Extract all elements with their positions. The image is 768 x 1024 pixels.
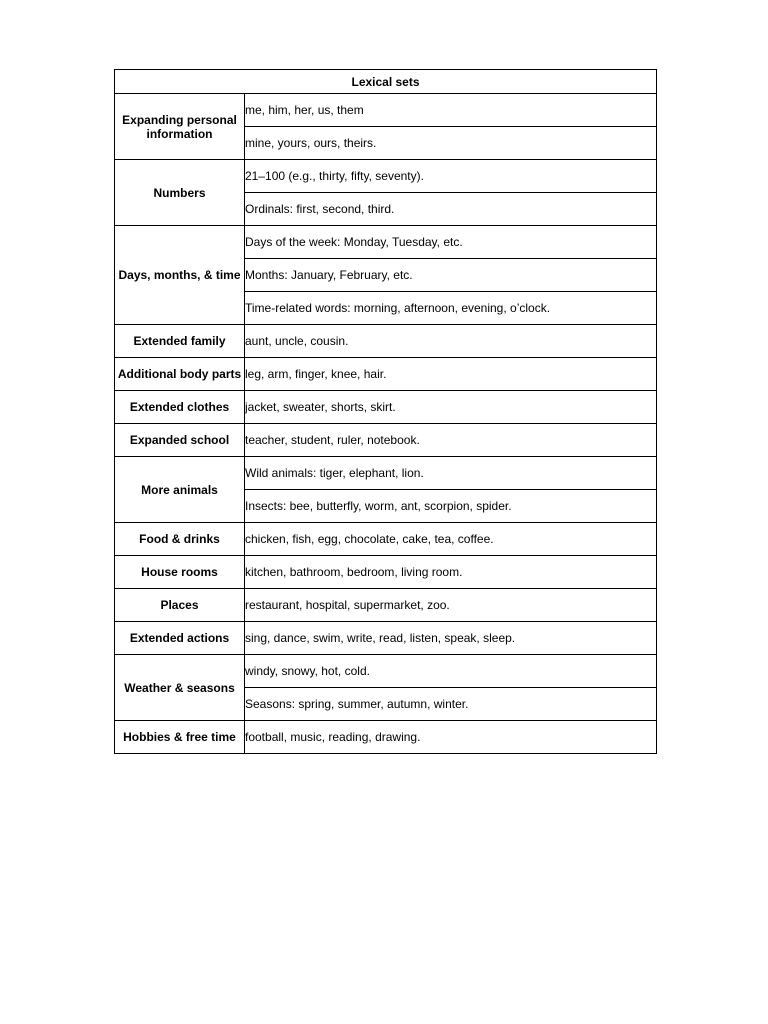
item-cell: kitchen, bathroom, bedroom, living room. xyxy=(245,556,657,589)
table-row xyxy=(115,325,657,358)
item-cell: Ordinals: first, second, third. xyxy=(245,193,657,226)
table-row xyxy=(115,556,657,589)
item-cell: Months: January, February, etc. xyxy=(245,259,657,292)
category-cell: More animals xyxy=(115,457,245,523)
category-cell: Extended actions xyxy=(115,622,245,655)
item-cell: jacket, sweater, shorts, skirt. xyxy=(245,391,657,424)
table-row xyxy=(115,589,657,622)
table-row xyxy=(115,226,657,259)
table-title: Lexical sets xyxy=(115,70,657,94)
table-row xyxy=(115,622,657,655)
table-row xyxy=(115,391,657,424)
category-cell: Expanding personal information xyxy=(115,94,245,160)
category-cell: Weather & seasons xyxy=(115,655,245,721)
category-cell: Extended clothes xyxy=(115,391,245,424)
table-row xyxy=(115,358,657,391)
item-cell: Wild animals: tiger, elephant, lion. xyxy=(245,457,657,490)
category-cell: Days, months, & time xyxy=(115,226,245,325)
table-row xyxy=(115,655,657,688)
item-cell: Time-related words: morning, afternoon, evening, o’clock. xyxy=(245,292,657,325)
item-cell: 21–100 (e.g., thirty, fifty, seventy). xyxy=(245,160,657,193)
category-cell: Numbers xyxy=(115,160,245,226)
table-row xyxy=(115,721,657,754)
item-cell: sing, dance, swim, write, read, listen, speak, sleep. xyxy=(245,622,657,655)
category-cell: Places xyxy=(115,589,245,622)
item-cell: Days of the week: Monday, Tuesday, etc. xyxy=(245,226,657,259)
table-row xyxy=(115,424,657,457)
lexical-sets-table xyxy=(114,69,657,754)
item-cell: leg, arm, finger, knee, hair. xyxy=(245,358,657,391)
table-body xyxy=(115,94,657,754)
item-cell: chicken, fish, egg, chocolate, cake, tea, coffee. xyxy=(245,523,657,556)
category-cell: Additional body parts xyxy=(115,358,245,391)
table-header-row xyxy=(115,70,657,94)
item-cell: me, him, her, us, them xyxy=(245,94,657,127)
table-row xyxy=(115,160,657,193)
item-cell: windy, snowy, hot, cold. xyxy=(245,655,657,688)
category-cell: Hobbies & free time xyxy=(115,721,245,754)
item-cell: aunt, uncle, cousin. xyxy=(245,325,657,358)
table-row xyxy=(115,523,657,556)
table-row xyxy=(115,457,657,490)
category-cell: Extended family xyxy=(115,325,245,358)
item-cell: mine, yours, ours, theirs. xyxy=(245,127,657,160)
table-row xyxy=(115,94,657,127)
category-cell: Expanded school xyxy=(115,424,245,457)
category-cell: House rooms xyxy=(115,556,245,589)
item-cell: restaurant, hospital, supermarket, zoo. xyxy=(245,589,657,622)
item-cell: Seasons: spring, summer, autumn, winter. xyxy=(245,688,657,721)
item-cell: teacher, student, ruler, notebook. xyxy=(245,424,657,457)
category-cell: Food & drinks xyxy=(115,523,245,556)
item-cell: football, music, reading, drawing. xyxy=(245,721,657,754)
item-cell: Insects: bee, butterfly, worm, ant, scorpion, spider. xyxy=(245,490,657,523)
